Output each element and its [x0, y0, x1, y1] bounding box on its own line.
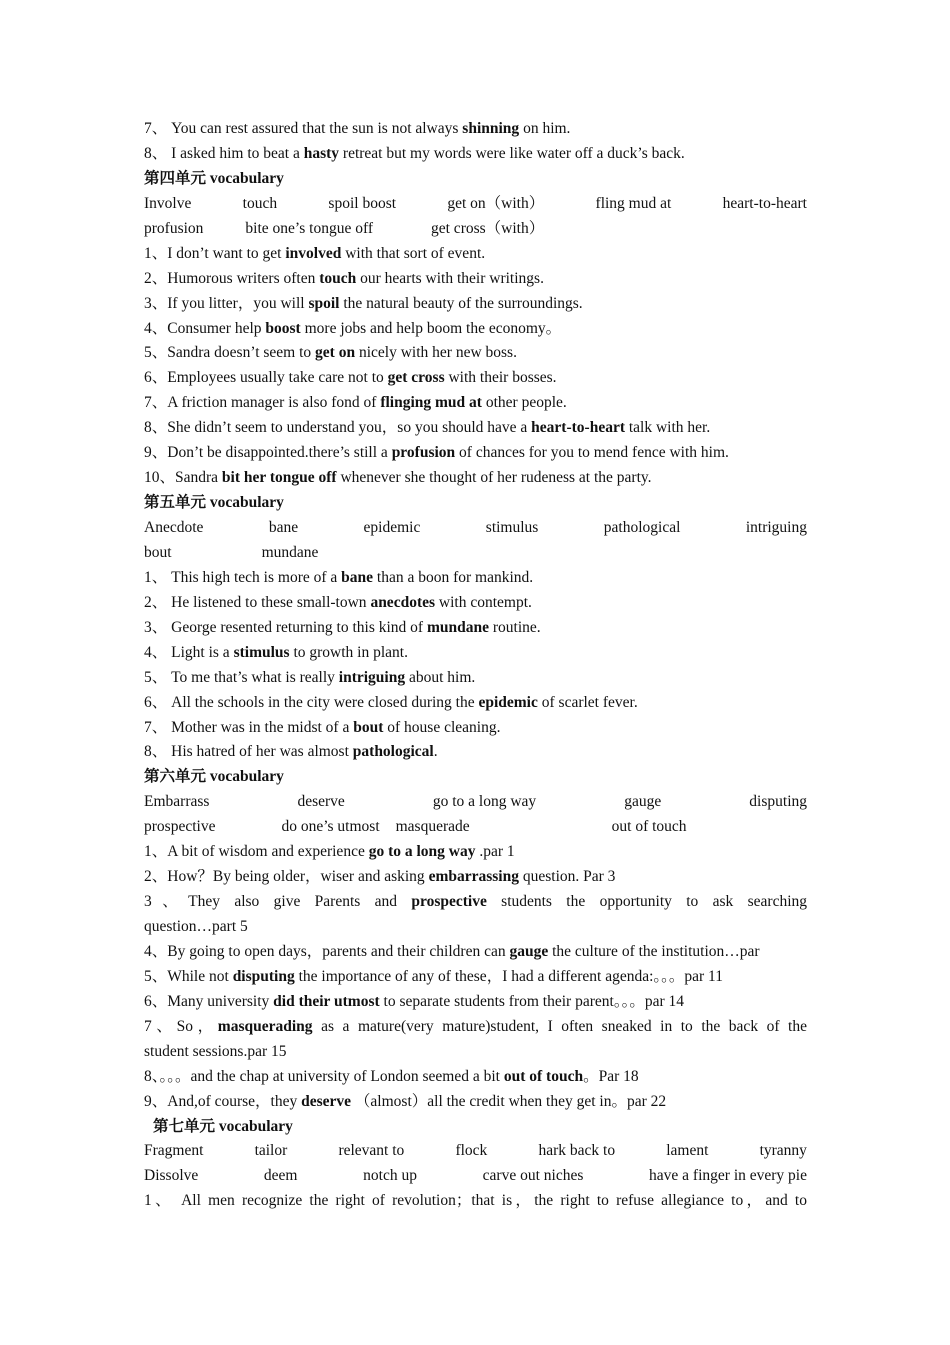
vocabulary-word: masquerade [395, 818, 470, 836]
sentence-text: with contempt. [435, 593, 532, 611]
vocabulary-word: hark back to [538, 1142, 616, 1160]
sentence-text: 3、 George resented returning to this kind of [144, 618, 427, 636]
vocabulary-word-list [144, 815, 807, 840]
sentence-text: 7、 You can rest assured that the sun is not always [144, 120, 463, 137]
vocabulary-word: Fragment [144, 1142, 204, 1160]
highlighted-term: hasty [303, 144, 340, 162]
example-sentence [144, 865, 807, 890]
vocabulary-word: pathological [603, 519, 681, 536]
vocabulary-word-list [144, 790, 807, 815]
highlighted-term: out of touch [503, 1067, 584, 1085]
example-sentence [144, 691, 807, 716]
vocabulary-word: spoil boost [328, 194, 397, 212]
highlighted-term: gauge [509, 942, 549, 960]
section-heading: 第七单元 vocabulary [153, 1117, 293, 1135]
vocabulary-word: do one’s utmost [281, 818, 380, 836]
example-sentence [144, 591, 807, 616]
sentence-text: to growth in plant. [289, 643, 408, 661]
vocabulary-word: Dissolve [144, 1167, 199, 1185]
vocabulary-word: relevant to [338, 1142, 405, 1160]
example-sentence [144, 641, 807, 666]
sentence-text: with their bosses. [444, 369, 557, 387]
sentence-text: on him. [519, 120, 571, 137]
highlighted-term: bane [341, 568, 374, 586]
example-sentence [144, 142, 807, 167]
sentence-text: 3、They also give Parents and [144, 893, 412, 911]
highlighted-term: prospective [411, 893, 487, 911]
vocabulary-word: get cross（with） [431, 219, 545, 237]
section-heading: 第五单元 vocabulary [144, 494, 284, 512]
highlighted-term: mundane [426, 618, 489, 636]
highlighted-term: epidemic [478, 693, 538, 711]
highlighted-term: heart-to-heart [531, 419, 625, 437]
sentence-text: nicely with her new boss. [355, 344, 517, 362]
example-sentence [144, 391, 807, 416]
sentence-text: the natural beauty of the surroundings. [339, 294, 583, 312]
sentence-text: 5、While not [144, 967, 233, 985]
sentence-text: 6、Many university [144, 992, 274, 1010]
vocabulary-word-list [144, 1139, 807, 1164]
highlighted-term: stimulus [233, 643, 290, 661]
sentence-text: of chances for you to mend fence with him. [455, 444, 729, 462]
highlighted-term: boost [265, 319, 301, 337]
vocabulary-word: tailor [254, 1142, 288, 1160]
vocabulary-word: bane [268, 519, 299, 536]
highlighted-term: go to a long way [368, 843, 476, 861]
example-sentence [144, 466, 807, 491]
highlighted-term: bout [353, 718, 384, 736]
example-sentence [144, 616, 807, 641]
example-sentence [144, 1040, 807, 1065]
example-sentence [144, 940, 807, 965]
vocabulary-word: deem [263, 1167, 298, 1185]
highlighted-term: flinging mud at [380, 394, 482, 412]
vocabulary-word-list [144, 516, 807, 541]
example-sentence [144, 915, 807, 940]
highlighted-term: shinning [462, 120, 520, 137]
sentence-text: 6、Employees usually take care not to [144, 369, 388, 387]
sentence-text: 。Par 18 [583, 1067, 639, 1085]
sentence-text: the culture of the institution…par [548, 942, 760, 960]
sentence-text: our hearts with their writings. [356, 269, 544, 287]
sentence-text: 2、How？By being older，wiser and asking [144, 868, 429, 886]
example-sentence [144, 292, 807, 317]
vocabulary-word: out of touch [611, 818, 687, 836]
highlighted-term: get cross [387, 369, 445, 387]
highlighted-term: disputing [232, 967, 295, 985]
highlighted-term: deserve [301, 1092, 352, 1110]
sentence-text: with that sort of event. [341, 244, 486, 262]
sentence-text: as a mature(very mature)student, I often sneaked in to the back of the [312, 1017, 807, 1035]
sentence-text: routine. [489, 618, 541, 636]
vocabulary-word: notch up [363, 1167, 417, 1185]
sentence-text: 7、 Mother was in the midst of a [144, 718, 354, 736]
vocabulary-word: flock [455, 1142, 488, 1160]
sentence-text: other people. [481, 394, 567, 412]
highlighted-term: touch [319, 269, 357, 287]
highlighted-term: bit her tongue off [221, 469, 337, 487]
sentence-text: 2、Humorous writers often [144, 269, 320, 287]
sentence-text: 5、 To me that’s what is really [144, 668, 339, 686]
vocabulary-word: tyranny [759, 1142, 807, 1160]
vocabulary-word: lament [666, 1142, 709, 1160]
vocabulary-word: deserve [297, 793, 345, 811]
sentence-text: more jobs and help boom the economy。 [300, 319, 562, 337]
example-sentence [144, 317, 807, 342]
example-sentence [144, 416, 807, 441]
sentence-text: 9、And,of course，they [144, 1092, 302, 1110]
highlighted-term: involved [285, 244, 342, 262]
example-sentence [144, 117, 807, 142]
sentence-text: 4、By going to open days，parents and their children can [144, 942, 510, 960]
example-sentence [144, 840, 807, 865]
example-sentence [144, 965, 807, 990]
example-sentence [144, 441, 807, 466]
example-sentence [144, 366, 807, 391]
example-sentence [144, 1189, 807, 1214]
sentence-text: 4、 Light is a [144, 643, 234, 661]
highlighted-term: pathological [352, 743, 434, 761]
sentence-text: the importance of any of these，I had a different agenda:。。。par 11 [294, 967, 723, 985]
vocabulary-word: get on（with） [447, 194, 545, 212]
example-sentence [144, 1065, 807, 1090]
sentence-text: to separate students from their parent。。。par 14 [379, 992, 684, 1010]
sentence-text: 7、A friction manager is also fond of [144, 394, 381, 412]
section-heading: 第四单元 vocabulary [144, 169, 284, 187]
sentence-text: question. Par 3 [518, 868, 616, 886]
vocabulary-word: disputing [749, 793, 807, 811]
example-sentence [144, 716, 807, 741]
sentence-text: 7、So， [144, 1017, 218, 1035]
vocabulary-word: Embarrass [144, 793, 210, 811]
sentence-text: 10、Sandra [144, 469, 222, 487]
sentence-text: retreat but my words were like water off a duck’s back. [339, 144, 685, 162]
sentence-text: 1、A bit of wisdom and experience [144, 843, 369, 861]
example-sentence [144, 1090, 807, 1115]
vocabulary-word: stimulus [485, 519, 539, 536]
example-sentence [144, 341, 807, 366]
sentence-text: 3、If you litter，you will [144, 294, 309, 312]
vocabulary-word: touch [242, 194, 278, 212]
vocabulary-word: intriguing [745, 519, 807, 536]
sentence-text: of house cleaning. [383, 718, 501, 736]
sentence-text: 8、 His hatred of her was almost [144, 743, 353, 761]
highlighted-term: embarrassing [428, 868, 519, 886]
vocabulary-word: have a finger in every pie [649, 1167, 807, 1185]
vocabulary-word: gauge [624, 793, 662, 811]
sentence-text: student sessions.par 15 [144, 1042, 287, 1060]
vocabulary-word: bout [144, 543, 172, 561]
sentence-text: 1、 All men recognize the right of revolution；that is，the right to refuse allegiance to，and to [144, 1192, 807, 1210]
example-sentence [144, 267, 807, 292]
sentence-text: question…part 5 [144, 918, 248, 935]
highlighted-term: masquerading [217, 1017, 313, 1035]
sentence-text: 8、 I asked him to beat a [144, 144, 304, 162]
vocabulary-word-list [144, 192, 807, 217]
vocabulary-word: mundane [261, 543, 319, 561]
sentence-text: 6、 All the schools in the city were closed during the [144, 693, 479, 711]
sentence-text: .par 1 [475, 843, 515, 861]
sentence-text: 8、She didn’t seem to understand you，so you should have a [144, 419, 532, 437]
vocabulary-word: fling mud at [595, 194, 672, 212]
sentence-text: than a boon for mankind. [373, 568, 534, 586]
example-sentence [144, 740, 807, 765]
sentence-text: whenever she thought of her rudeness at the party. [336, 469, 652, 487]
sentence-text: 8、。。。and the chap at university of London seemed a bit [144, 1067, 504, 1085]
vocabulary-word-list [144, 541, 807, 566]
vocabulary-word: Anecdote [144, 519, 204, 536]
sentence-text: 5、Sandra doesn’t seem to [144, 344, 316, 362]
example-sentence [144, 566, 807, 591]
vocabulary-word-list [144, 217, 807, 242]
example-sentence [144, 242, 807, 267]
highlighted-term: did their utmost [273, 992, 380, 1010]
sentence-text: 2、 He listened to these small-town [144, 593, 371, 611]
sentence-text: （almost）all the credit when they get in。par 22 [351, 1092, 667, 1110]
example-sentence [144, 890, 807, 915]
sentence-text: 1、 This high tech is more of a [144, 568, 342, 586]
sentence-text: of scarlet fever. [537, 693, 638, 711]
vocabulary-word: prospective [144, 818, 216, 836]
vocabulary-word-list [144, 1164, 807, 1189]
sentence-text: about him. [405, 668, 476, 686]
sentence-text: talk with her. [625, 419, 711, 437]
highlighted-term: intriguing [338, 668, 406, 686]
vocabulary-word: bite one’s tongue off [245, 219, 373, 237]
sentence-text: . [433, 743, 438, 761]
sentence-text: 9、Don’t be disappointed.there’s still a [144, 444, 392, 462]
example-sentence [144, 666, 807, 691]
example-sentence [144, 1015, 807, 1040]
highlighted-term: get on [315, 344, 356, 362]
section-heading: 第六单元 vocabulary [144, 768, 284, 786]
document-content [144, 117, 807, 1214]
vocabulary-word: heart-to-heart [722, 194, 807, 212]
vocabulary-word: carve out niches [482, 1167, 584, 1185]
sentence-text: students the opportunity to ask searching [486, 893, 807, 911]
highlighted-term: spoil [308, 294, 340, 312]
example-sentence [144, 990, 807, 1015]
sentence-text: 4、Consumer help [144, 319, 266, 337]
sentence-text: 1、I don’t want to get [144, 244, 286, 262]
highlighted-term: anecdotes [370, 593, 436, 611]
vocabulary-word: profusion [144, 219, 204, 237]
vocabulary-word: Involve [144, 194, 192, 212]
vocabulary-word: go to a long way [432, 793, 537, 811]
highlighted-term: profusion [391, 444, 456, 462]
vocabulary-word: epidemic [363, 519, 421, 536]
